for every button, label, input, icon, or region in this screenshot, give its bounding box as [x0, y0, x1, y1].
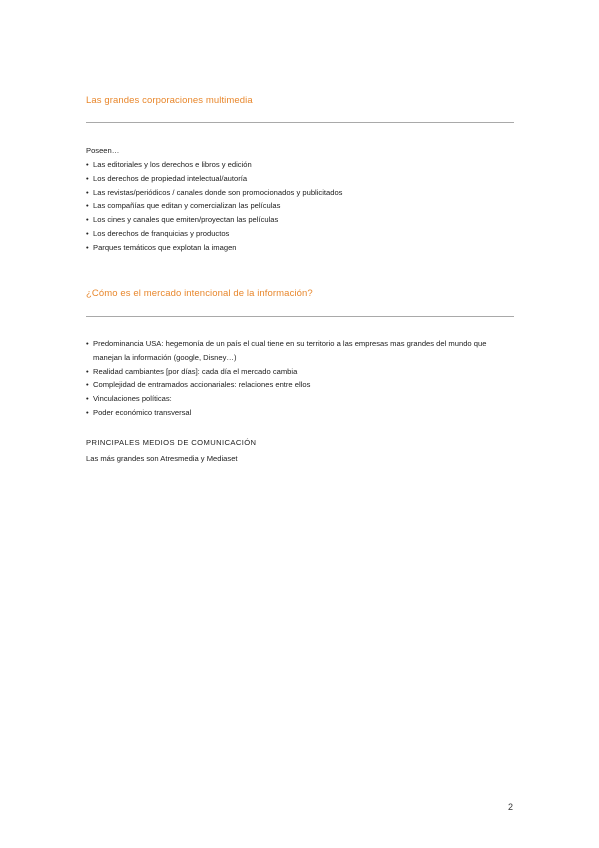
bullet-icon: •: [86, 394, 89, 404]
subheading-main-media: PRINCIPALES MEDIOS DE COMUNICACIÓN: [86, 438, 257, 447]
corporation-assets-list: [86, 158, 516, 255]
bullet-icon: •: [86, 173, 89, 183]
bullet-icon: •: [86, 201, 89, 211]
intro-text: Poseen…: [86, 146, 120, 155]
main-media-note: Las más grandes son Atresmedia y Mediaset: [86, 454, 238, 463]
list-item: • Las compañías que editan y comercializan las películas: [86, 199, 516, 213]
bullet-icon: •: [86, 366, 89, 376]
list-item: • Vinculaciones políticas:: [86, 392, 516, 406]
section-divider: [86, 122, 514, 123]
page-number: 2: [508, 802, 514, 812]
bullet-icon: •: [86, 242, 89, 252]
list-item: • Las revistas/periódicos / canales donde son promocionados y publicitados: [86, 186, 516, 200]
list-item: • Los derechos de franquicias y productos: [86, 227, 516, 241]
section-title-market: ¿Cómo es el mercado intencional de la información?: [86, 288, 313, 299]
market-features-list: [86, 337, 516, 420]
list-item: • Poder económico transversal: [86, 406, 516, 420]
list-item: • Predominancia USA: hegemonía de un país el cual tiene en su territorio a las empresas mas grandes del mundo que manejan la información (google, Disney…): [86, 339, 487, 362]
list-item: • Parques temáticos que explotan la imagen: [86, 241, 516, 255]
list-item: • Realidad cambiantes [por días]: cada día el mercado cambia: [86, 365, 516, 379]
bullet-icon: •: [86, 228, 89, 238]
list-item: • Complejidad de entramados accionariales: relaciones entre ellos: [86, 378, 516, 392]
bullet-icon: •: [86, 380, 89, 390]
list-item: • Las editoriales y los derechos e libros y edición: [86, 158, 516, 172]
bullet-icon: •: [86, 339, 89, 348]
list-item: • Los cines y canales que emiten/proyectan las películas: [86, 213, 516, 227]
bullet-icon: •: [86, 160, 89, 169]
bullet-icon: •: [86, 407, 89, 417]
bullet-icon: •: [86, 187, 89, 197]
list-item: • Los derechos de propiedad intelectual/autoría: [86, 172, 516, 186]
bullet-icon: •: [86, 215, 89, 225]
section-divider: [86, 316, 514, 317]
section-title-corporations: Las grandes corporaciones multimedia: [86, 95, 253, 106]
